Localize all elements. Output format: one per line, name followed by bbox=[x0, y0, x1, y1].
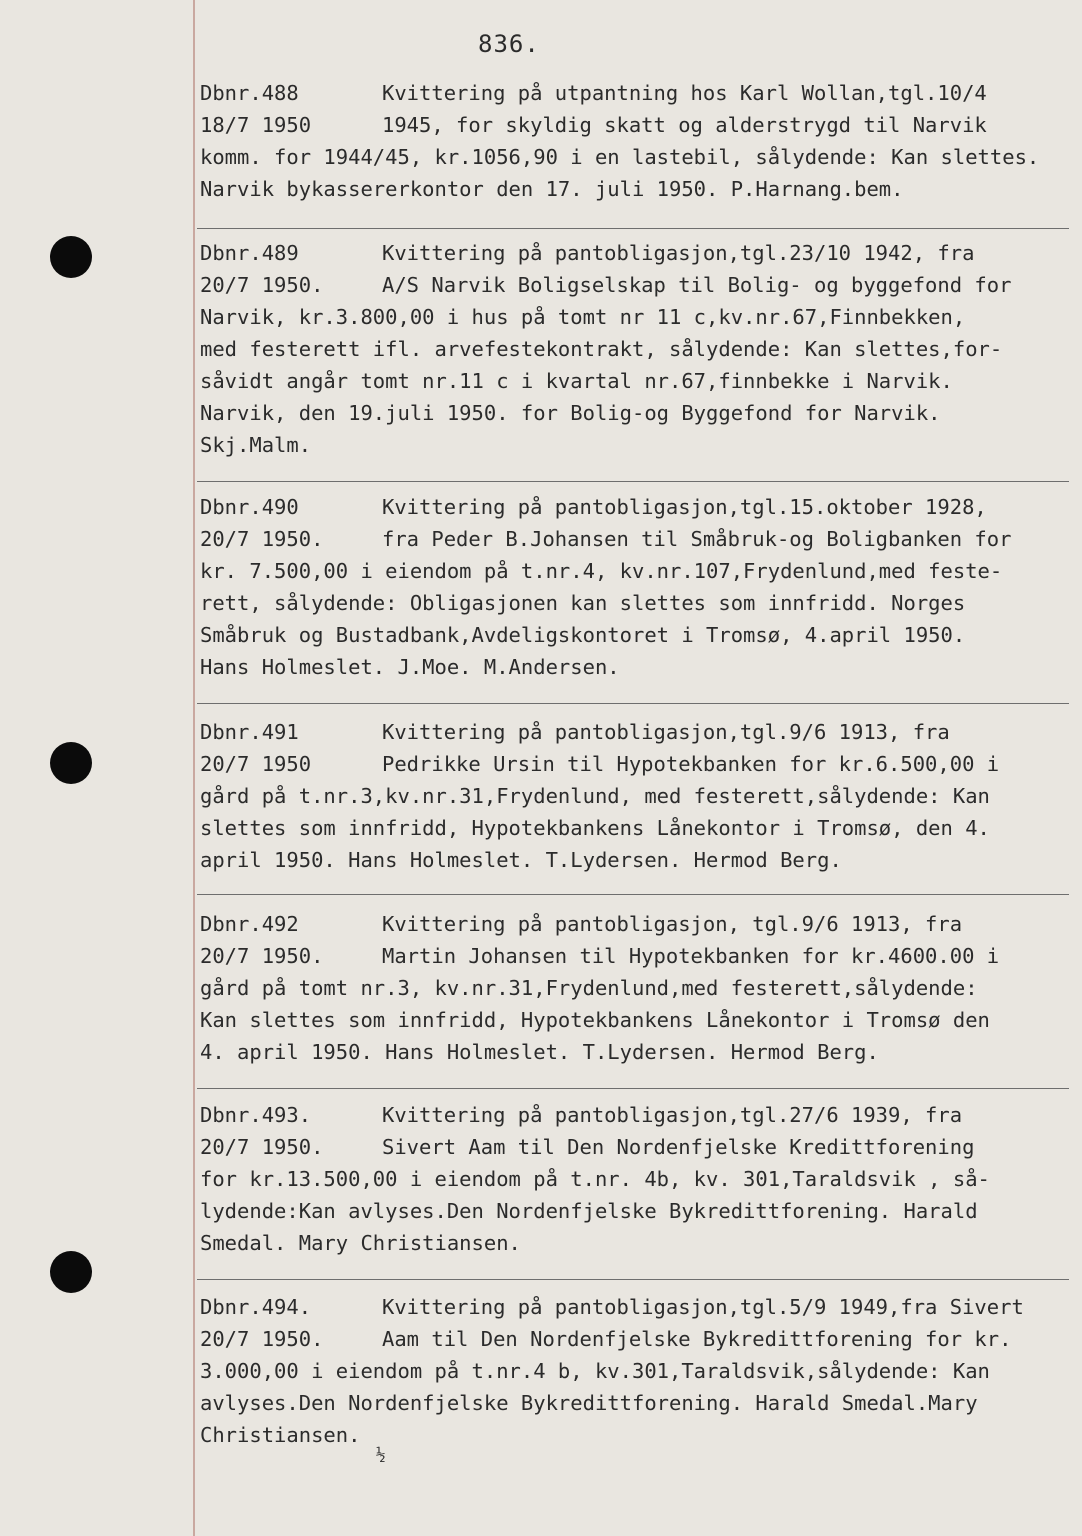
entry-text: såvidt angår tomt nr.11 c i kvartal nr.67,finnbekke i Narvik. bbox=[200, 369, 953, 393]
entry-text: kr. 7.500,00 i eiendom på t.nr.4, kv.nr.107,Frydenlund,med feste- bbox=[200, 559, 1003, 583]
entry-number: Dbnr.493. bbox=[200, 1103, 312, 1127]
entry-text: Narvik bykassererkontor den 17. juli 1950. P.Harnang.bem. bbox=[200, 177, 904, 201]
entry-text: Kvittering på pantobligasjon,tgl.23/10 1942, fra bbox=[382, 241, 975, 265]
entry-text: rett, sålydende: Obligasjonen kan slettes som innfridd. Norges bbox=[200, 591, 966, 615]
entry-text: A/S Narvik Boligselskap til Bolig- og byggefond for bbox=[382, 273, 1012, 297]
entry-text: Kvittering på pantobligasjon,tgl.15.oktober 1928, bbox=[382, 495, 987, 519]
entry-divider bbox=[197, 1088, 1069, 1089]
entry-text: Kvittering på pantobligasjon,tgl.5/9 1949,fra Sivert bbox=[382, 1295, 1024, 1319]
entry-text: fra Peder B.Johansen til Småbruk-og Boligbanken for bbox=[382, 527, 1012, 551]
entry-493 bbox=[197, 1099, 1067, 1259]
entry-text: gård på t.nr.3,kv.nr.31,Frydenlund, med festerett,sålydende: Kan bbox=[200, 784, 990, 808]
entry-492 bbox=[197, 908, 1067, 1068]
entry-text: Kan slettes som innfridd, Hypotekbankens Lånekontor i Tromsø den bbox=[200, 1008, 990, 1032]
entry-date: 20/7 1950. bbox=[200, 1135, 324, 1159]
entry-490 bbox=[197, 491, 1067, 683]
entry-text: Hans Holmeslet. J.Moe. M.Andersen. bbox=[200, 655, 620, 679]
entry-text: Pedrikke Ursin til Hypotekbanken for kr.6.500,00 i bbox=[382, 752, 1000, 776]
margin-rule bbox=[193, 0, 195, 1536]
punch-hole bbox=[50, 236, 92, 278]
entry-text: med festerett ifl. arvefestekontrakt, sålydende: Kan slettes,for- bbox=[200, 337, 1003, 361]
entry-divider bbox=[197, 894, 1069, 895]
entry-text: 4. april 1950. Hans Holmeslet. T.Lydersen. Hermod Berg. bbox=[200, 1040, 879, 1064]
entry-number: Dbnr.490 bbox=[200, 495, 299, 519]
entry-text: Christiansen. bbox=[200, 1423, 361, 1447]
entry-text: Martin Johansen til Hypotekbanken for kr.4600.00 i bbox=[382, 944, 1000, 968]
entry-number: Dbnr.488 bbox=[200, 81, 299, 105]
entry-divider bbox=[197, 228, 1069, 229]
entry-date: 20/7 1950. bbox=[200, 1327, 324, 1351]
entry-text: Skj.Malm. bbox=[200, 433, 312, 457]
entry-date: 20/7 1950 bbox=[200, 752, 312, 776]
entry-text: Kvittering på pantobligasjon,tgl.9/6 1913, fra bbox=[382, 720, 950, 744]
entry-text: 3.000,00 i eiendom på t.nr.4 b, kv.301,Taraldsvik,sålydende: Kan bbox=[200, 1359, 990, 1383]
entry-text: Narvik, den 19.juli 1950. for Bolig-og Byggefond for Narvik. bbox=[200, 401, 941, 425]
entry-text: lydende:Kan avlyses.Den Nordenfjelske Bykredittforening. Harald bbox=[200, 1199, 978, 1223]
entry-divider bbox=[197, 703, 1069, 704]
entry-date: 18/7 1950 bbox=[200, 113, 312, 137]
entry-text: Småbruk og Bustadbank,Avdeligskontoret i Tromsø, 4.april 1950. bbox=[200, 623, 966, 647]
entry-date: 20/7 1950. bbox=[200, 944, 324, 968]
footer-mark: ½ bbox=[376, 1445, 386, 1464]
entry-date: 20/7 1950. bbox=[200, 273, 324, 297]
entry-text: komm. for 1944/45, kr.1056,90 i en lastebil, sålydende: Kan slettes. bbox=[200, 145, 1040, 169]
entry-text: slettes som innfridd, Hypotekbankens Lånekontor i Tromsø, den 4. bbox=[200, 816, 990, 840]
entry-text: Kvittering på pantobligasjon, tgl.9/6 1913, fra bbox=[382, 912, 963, 936]
punch-hole bbox=[50, 742, 92, 784]
entry-text: Aam til Den Nordenfjelske Bykredittforening for kr. bbox=[382, 1327, 1012, 1351]
entry-text: Narvik, kr.3.800,00 i hus på tomt nr 11 c,kv.nr.67,Finnbekken, bbox=[200, 305, 966, 329]
entry-489 bbox=[197, 237, 1067, 461]
entry-text: Kvittering på pantobligasjon,tgl.27/6 1939, fra bbox=[382, 1103, 963, 1127]
entry-number: Dbnr.489 bbox=[200, 241, 299, 265]
entry-number: Dbnr.492 bbox=[200, 912, 299, 936]
entry-494 bbox=[197, 1291, 1067, 1451]
entry-divider bbox=[197, 1279, 1069, 1280]
entry-text: april 1950. Hans Holmeslet. T.Lydersen. Hermod Berg. bbox=[200, 848, 842, 872]
entry-number: Dbnr.491 bbox=[200, 720, 299, 744]
entry-491 bbox=[197, 716, 1067, 876]
page-number: 836. bbox=[478, 30, 540, 58]
entry-text: Sivert Aam til Den Nordenfjelske Kredittforening bbox=[382, 1135, 975, 1159]
entry-date: 20/7 1950. bbox=[200, 527, 324, 551]
entry-number: Dbnr.494. bbox=[200, 1295, 312, 1319]
entry-488 bbox=[197, 77, 1067, 205]
entry-text: Smedal. Mary Christiansen. bbox=[200, 1231, 521, 1255]
entry-text: 1945, for skyldig skatt og alderstrygd til Narvik bbox=[382, 113, 987, 137]
entry-divider bbox=[197, 481, 1069, 482]
entry-text: gård på tomt nr.3, kv.nr.31,Frydenlund,med festerett,sålydende: bbox=[200, 976, 978, 1000]
entry-text: Kvittering på utpantning hos Karl Wollan,tgl.10/4 bbox=[382, 81, 987, 105]
entry-text: for kr.13.500,00 i eiendom på t.nr. 4b, kv. 301,Taraldsvik , så- bbox=[200, 1167, 990, 1191]
entry-text: avlyses.Den Nordenfjelske Bykredittforening. Harald Smedal.Mary bbox=[200, 1391, 978, 1415]
punch-hole bbox=[50, 1251, 92, 1293]
